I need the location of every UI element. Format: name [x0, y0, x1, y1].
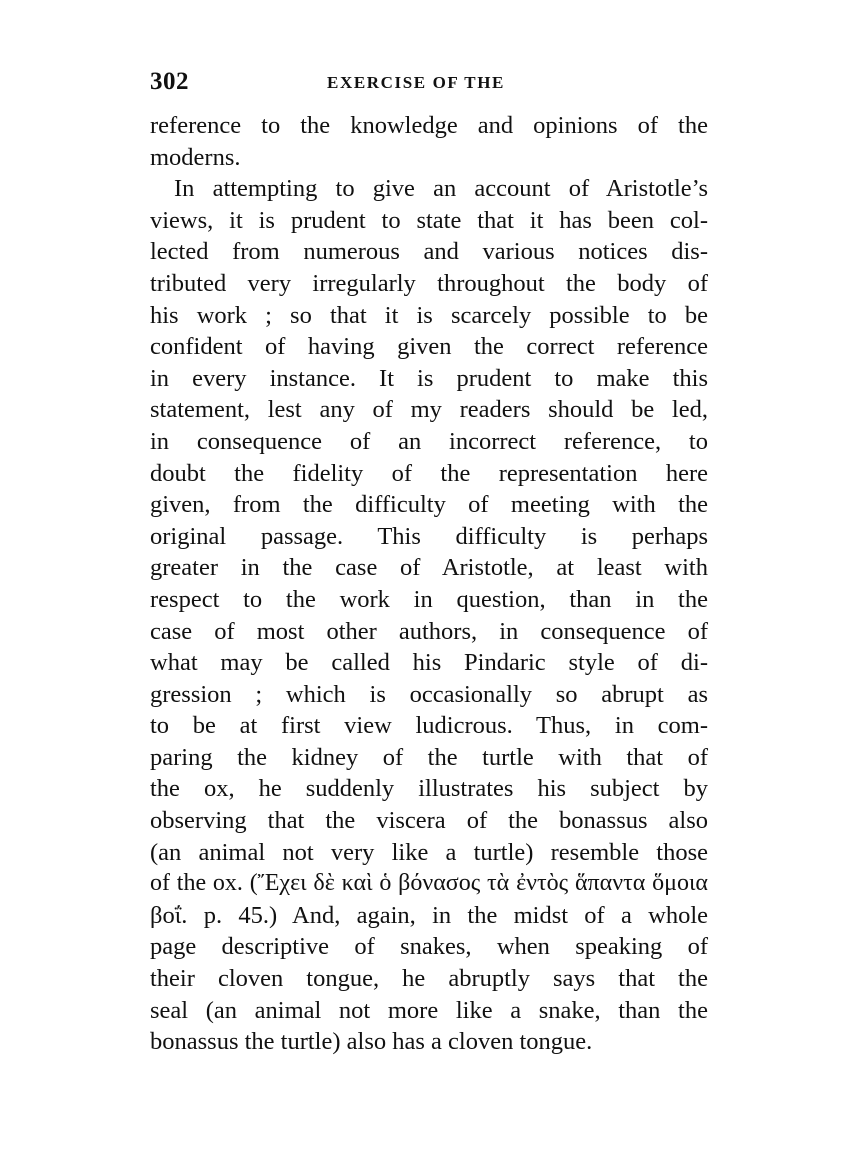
text-line: βοΐ. p. 45.) And, again, in the midst of a whole [150, 901, 708, 929]
text-line: (an animal not very like a turtle) resemble those [150, 838, 708, 866]
text-line: to be at first view ludicrous. Thus, in com- [150, 712, 708, 740]
text-line-greek: of the ox. (Ἔχει δὲ καὶ ὁ βόνασος τὰ ἐντὸς ἅπαντα ὅμοια [150, 870, 708, 897]
text-line: doubt the fidelity of the representation here [150, 459, 708, 487]
text-line: the ox, he suddenly illustrates his subject by [150, 775, 708, 803]
page-header [150, 68, 708, 100]
text-line: moderns. [150, 143, 241, 171]
text-line: his work ; so that it is scarcely possible to be [150, 301, 708, 329]
text-line: statement, lest any of my readers should be led, [150, 396, 708, 424]
text-line: bonassus the turtle) also has a cloven tongue. [150, 1028, 593, 1056]
text-line: seal (an animal not more like a snake, than the [150, 996, 708, 1024]
text-line: in consequence of an incorrect reference, to [150, 427, 708, 455]
text-line: lected from numerous and various notices dis- [150, 238, 708, 266]
text-line: case of most other authors, in consequence of [150, 617, 708, 645]
text-line: confident of having given the correct reference [150, 333, 708, 361]
text-line: given, from the difficulty of meeting with the [150, 491, 708, 519]
page-number: 302 [150, 68, 189, 95]
text-line: gression ; which is occasionally so abrupt as [150, 680, 708, 708]
text-line: greater in the case of Aristotle, at least with [150, 554, 708, 582]
text-line: paring the kidney of the turtle with that of [150, 743, 708, 771]
text-line: tributed very irregularly throughout the body of [150, 269, 708, 297]
text-line: observing that the viscera of the bonassus also [150, 807, 708, 835]
text-line: respect to the work in question, than in the [150, 585, 708, 613]
running-head: EXERCISE OF THE [327, 73, 505, 92]
text-line: page descriptive of snakes, when speaking of [150, 933, 708, 961]
text-line: what may be called his Pindaric style of di- [150, 649, 708, 677]
text-line: reference to the knowledge and opinions of the [150, 112, 708, 139]
text-line: their cloven tongue, he abruptly says that the [150, 965, 708, 993]
text-line: views, it is prudent to state that it has been col- [150, 206, 708, 234]
text-line: original passage. This difficulty is perhaps [150, 522, 708, 550]
text-line: in every instance. It is prudent to make this [150, 364, 708, 392]
text-line: In attempting to give an account of Aristotle’s [174, 175, 708, 203]
body-text [150, 110, 708, 1058]
